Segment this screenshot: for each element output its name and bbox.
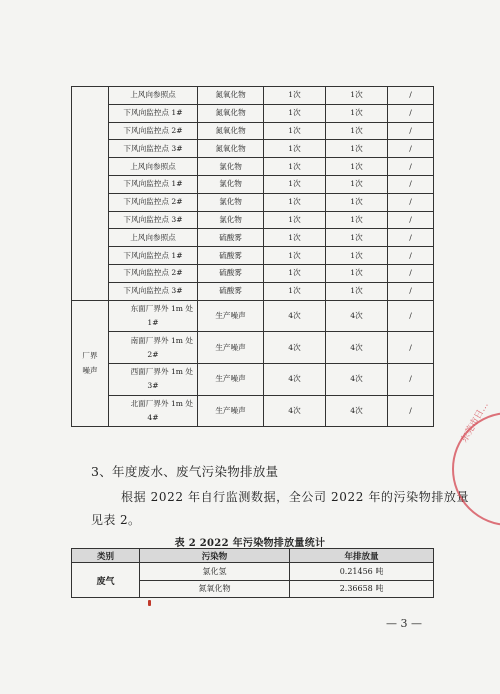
note-cell: / (388, 193, 434, 211)
actual-cell: 1次 (326, 211, 388, 229)
actual-cell: 4次 (326, 332, 388, 364)
page-number: — 3 — (386, 617, 422, 630)
note-cell: / (388, 175, 434, 193)
point-cell (109, 363, 198, 395)
plan-cell: 1次 (264, 87, 326, 105)
plan-cell: 1次 (264, 211, 326, 229)
note-cell: / (388, 211, 434, 229)
actual-cell: 1次 (326, 122, 388, 140)
stamp-lettering: 东莞市日… (459, 400, 491, 445)
item-cell: 氯化物 (198, 175, 264, 193)
point-cell (109, 300, 198, 332)
item-cell: 氮氧化物 (198, 140, 264, 158)
point-cell: 下风向监控点 3# (109, 140, 198, 158)
plan-cell: 1次 (264, 122, 326, 140)
actual-cell: 4次 (326, 395, 388, 427)
point-cell: 上风向参照点 (109, 229, 198, 247)
plan-cell: 1次 (264, 193, 326, 211)
table-row (72, 395, 434, 427)
note-cell: / (388, 229, 434, 247)
note-cell: / (388, 140, 434, 158)
actual-cell: 4次 (326, 363, 388, 395)
plan-cell: 1次 (264, 158, 326, 176)
note-cell: / (388, 122, 434, 140)
plan-cell: 1次 (264, 175, 326, 193)
item-cell: 硫酸雾 (198, 264, 264, 282)
header-amount: 年排放量 (290, 549, 434, 563)
point-cell: 下风向监控点 1# (109, 104, 198, 122)
point-cell: 下风向监控点 1# (109, 247, 198, 265)
amount-cell: 0.21456 吨 (290, 563, 434, 581)
point-line-1: 南面厂界外 1m 处 (130, 335, 193, 345)
point-line-2: 3# (147, 381, 159, 391)
point-line-2: 1# (147, 317, 159, 327)
table-row (72, 229, 434, 247)
point-cell: 下风向监控点 2# (109, 193, 198, 211)
item-cell: 氮氧化物 (198, 104, 264, 122)
plan-cell: 1次 (264, 282, 326, 300)
table-row (72, 563, 434, 581)
item-cell: 硫酸雾 (198, 282, 264, 300)
header-category: 类别 (72, 549, 140, 563)
plan-cell: 1次 (264, 140, 326, 158)
point-cell: 上风向参照点 (109, 87, 198, 105)
plan-cell: 4次 (264, 395, 326, 427)
item-cell: 氯化物 (198, 193, 264, 211)
monitoring-table (71, 86, 434, 427)
point-line-1: 东面厂界外 1m 处 (130, 303, 193, 313)
table-row (72, 175, 434, 193)
item-cell: 生产噪声 (198, 332, 264, 364)
note-cell: / (388, 104, 434, 122)
table-row (72, 104, 434, 122)
point-line-2: 4# (147, 412, 159, 422)
section-heading: 3、年度废水、废气污染物排放量 (91, 464, 279, 479)
point-cell: 下风向监控点 2# (109, 122, 198, 140)
note-cell: / (388, 300, 434, 332)
plan-cell: 1次 (264, 229, 326, 247)
plan-cell: 4次 (264, 332, 326, 364)
pollutant-cell: 氯化氢 (140, 563, 290, 581)
table-row (72, 300, 434, 332)
actual-cell: 1次 (326, 229, 388, 247)
item-cell: 氯化物 (198, 158, 264, 176)
point-cell: 上风向参照点 (109, 158, 198, 176)
actual-cell: 1次 (326, 175, 388, 193)
item-cell: 氯化物 (198, 211, 264, 229)
table-row (72, 247, 434, 265)
header-pollutant: 污染物 (140, 549, 290, 563)
actual-cell: 1次 (326, 264, 388, 282)
note-cell: / (388, 282, 434, 300)
point-cell (109, 332, 198, 364)
note-cell: / (388, 158, 434, 176)
table-row (72, 363, 434, 395)
table-row (72, 282, 434, 300)
table-row (72, 122, 434, 140)
group-label-cell: 厂界噪声 (72, 300, 109, 427)
actual-cell: 1次 (326, 247, 388, 265)
item-cell: 生产噪声 (198, 395, 264, 427)
note-cell: / (388, 363, 434, 395)
item-cell: 氮氧化物 (198, 122, 264, 140)
emission-table-header (72, 549, 434, 563)
actual-cell: 1次 (326, 140, 388, 158)
amount-cell: 2.36658 吨 (290, 580, 434, 598)
plan-cell: 1次 (264, 104, 326, 122)
point-cell: 下风向监控点 3# (109, 282, 198, 300)
ink-mark (148, 600, 151, 606)
actual-cell: 1次 (326, 282, 388, 300)
category-cell: 废气 (72, 563, 140, 598)
plan-cell: 1次 (264, 264, 326, 282)
actual-cell: 1次 (326, 104, 388, 122)
point-cell: 下风向监控点 2# (109, 264, 198, 282)
blank-group-cell (72, 87, 109, 301)
table-row (72, 211, 434, 229)
table-row (72, 140, 434, 158)
note-cell: / (388, 247, 434, 265)
emission-table (71, 548, 434, 598)
table-row (72, 332, 434, 364)
point-cell: 下风向监控点 1# (109, 175, 198, 193)
item-cell: 硫酸雾 (198, 247, 264, 265)
plan-cell: 4次 (264, 300, 326, 332)
note-cell: / (388, 395, 434, 427)
plan-cell: 1次 (264, 247, 326, 265)
note-cell: / (388, 332, 434, 364)
item-cell: 生产噪声 (198, 363, 264, 395)
point-line-2: 2# (147, 349, 159, 359)
table2-caption: 表 2 2022 年污染物排放量统计 (174, 538, 326, 549)
pollutant-cell: 氮氧化物 (140, 580, 290, 598)
table-row (72, 158, 434, 176)
table-row (72, 87, 434, 105)
actual-cell: 1次 (326, 193, 388, 211)
table-row (72, 193, 434, 211)
actual-cell: 4次 (326, 300, 388, 332)
point-cell (109, 395, 198, 427)
item-cell: 生产噪声 (198, 300, 264, 332)
actual-cell: 1次 (326, 87, 388, 105)
point-line-1: 西面厂界外 1m 处 (130, 367, 193, 377)
table-row (72, 264, 434, 282)
point-cell: 下风向监控点 3# (109, 211, 198, 229)
note-cell: / (388, 264, 434, 282)
plan-cell: 4次 (264, 363, 326, 395)
paragraph-line-2: 见表 2。 (91, 513, 141, 527)
actual-cell: 1次 (326, 158, 388, 176)
paragraph-line-1: 根据 2022 年自行监测数据，全公司 2022 年的污染物排放量 (121, 490, 470, 504)
point-line-1: 北面厂界外 1m 处 (130, 398, 193, 408)
item-cell: 氮氧化物 (198, 87, 264, 105)
note-cell: / (388, 87, 434, 105)
item-cell: 硫酸雾 (198, 229, 264, 247)
